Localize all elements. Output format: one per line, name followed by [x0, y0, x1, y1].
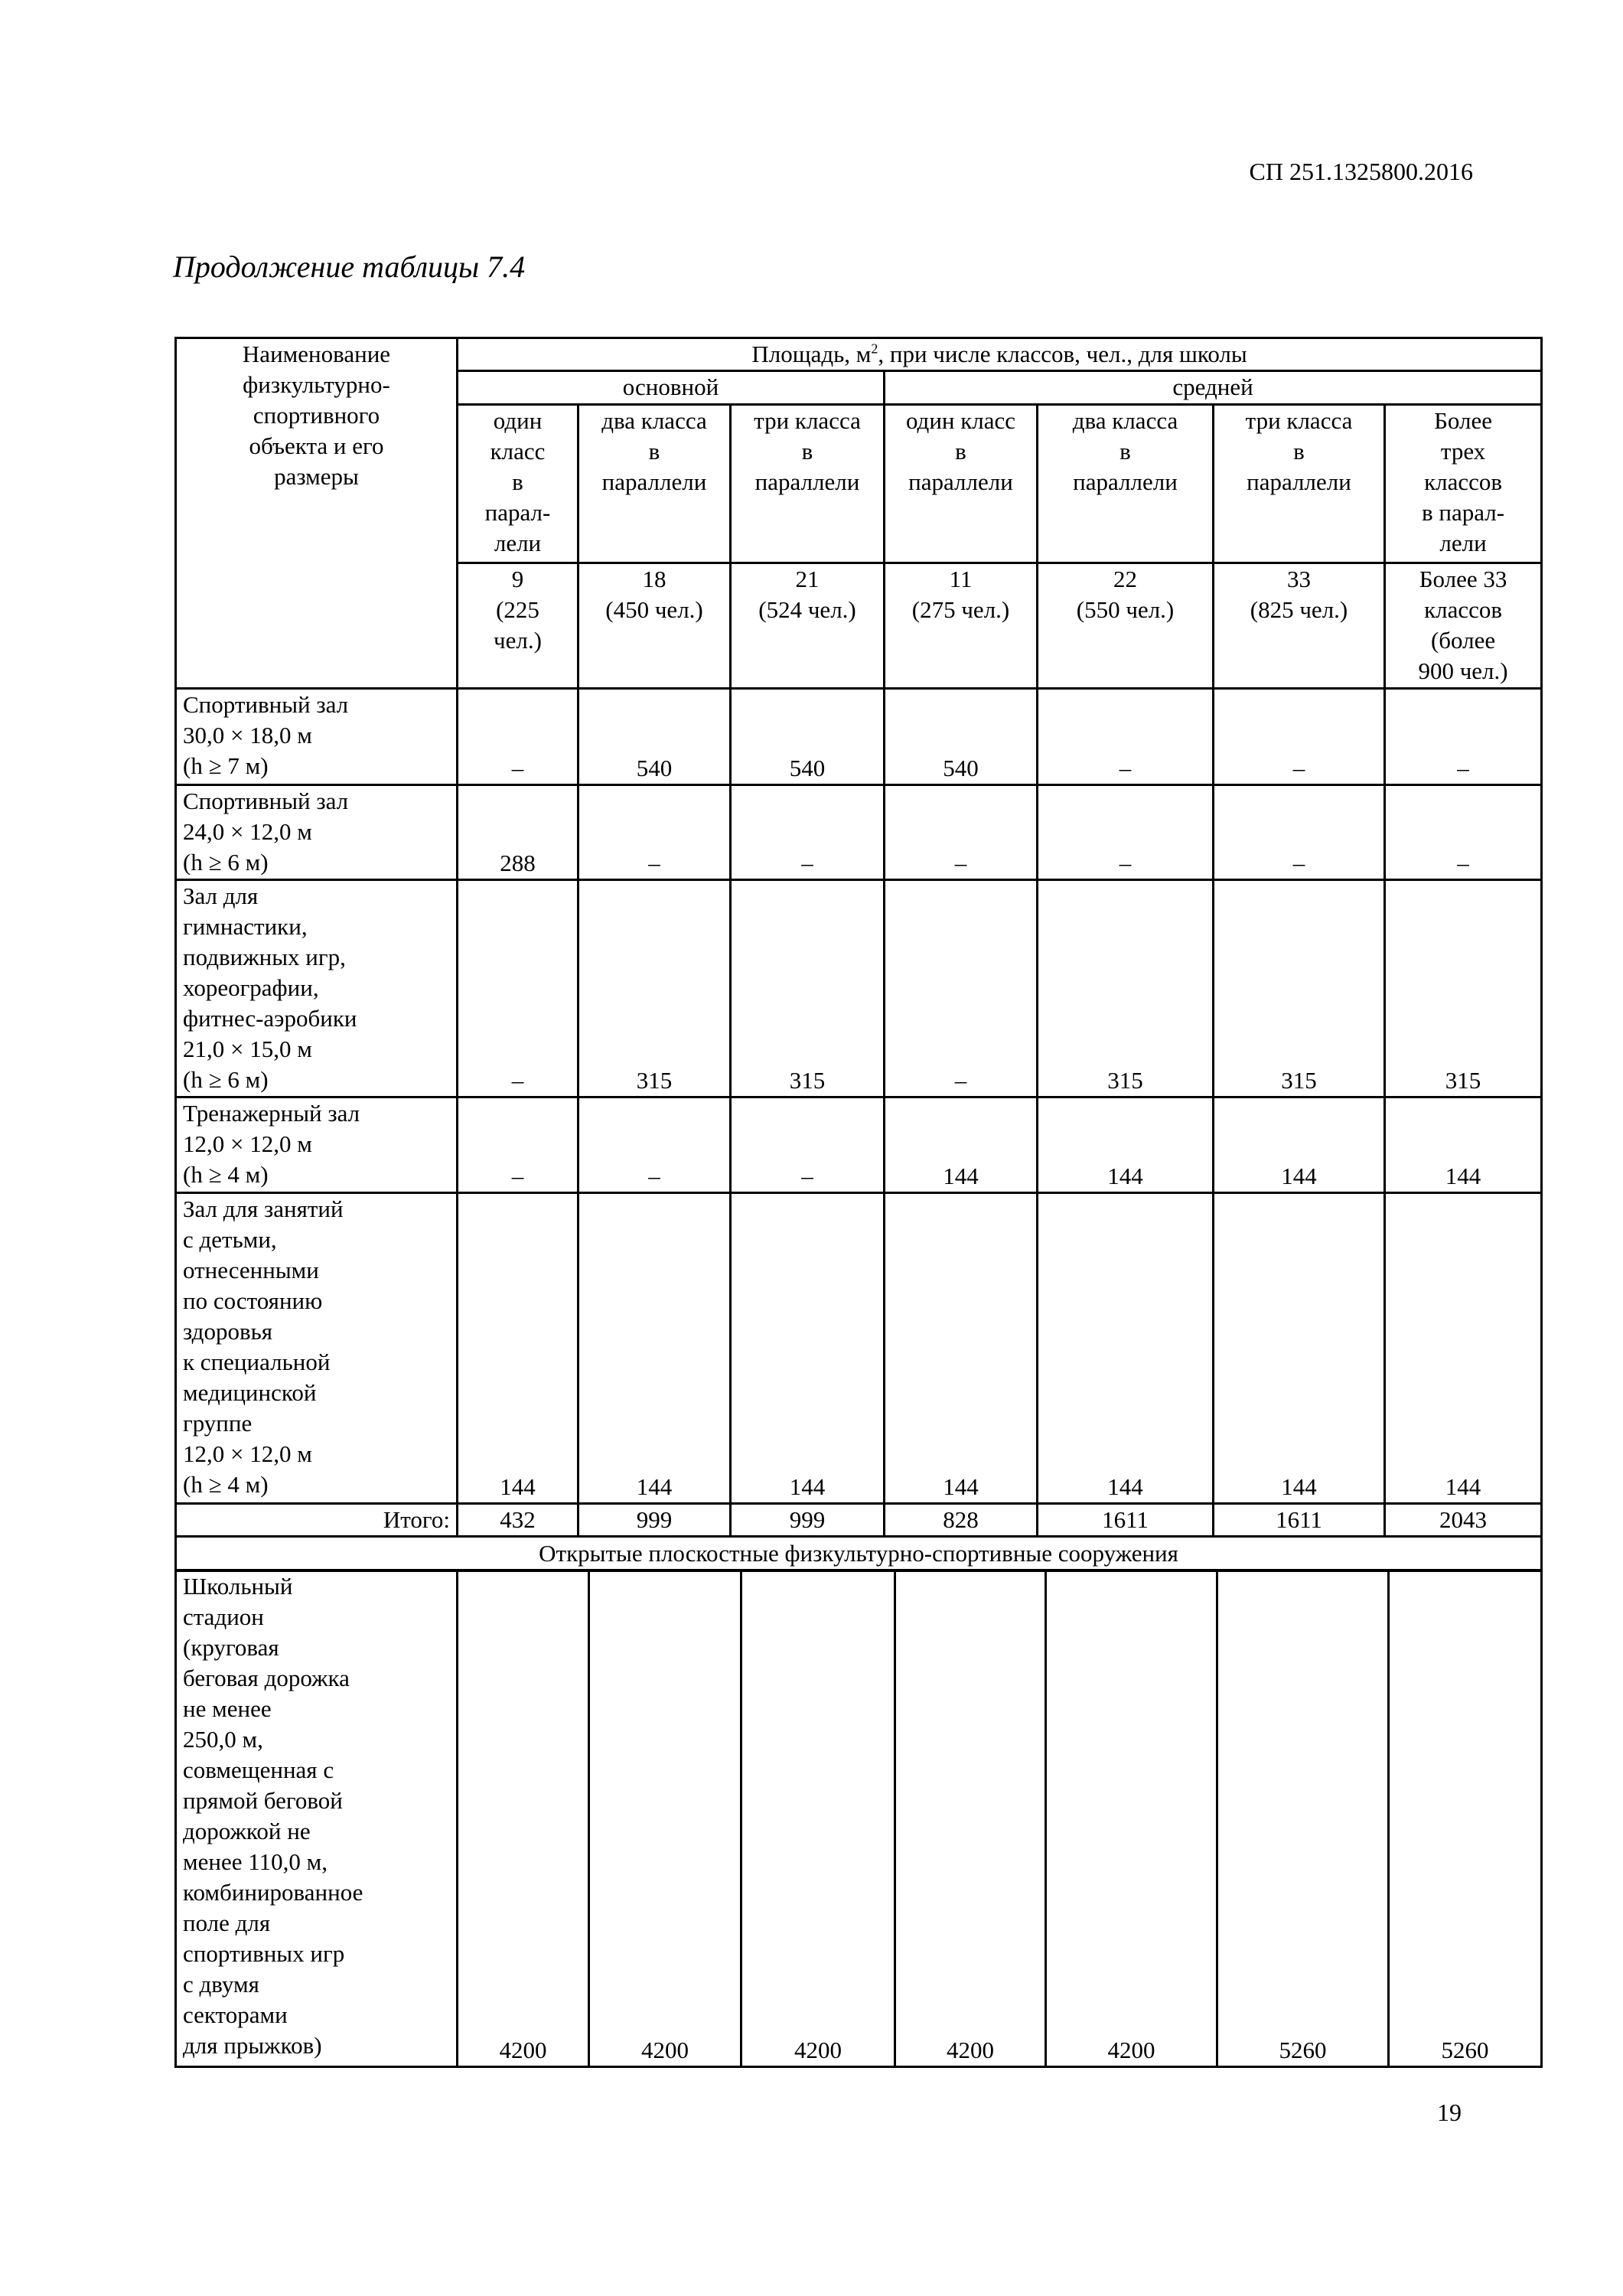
row-value: 540 [578, 689, 731, 785]
row-value: – [458, 880, 578, 1097]
table-row [176, 1097, 1542, 1193]
row-value: 315 [1214, 880, 1385, 1097]
table-row [176, 1193, 1542, 1504]
stadium-value: 4200 [458, 1570, 589, 2067]
row-name: Зал для занятий с детьми, отнесенными по состоянию здоровья к специальной медицинской группе 12,0 × 12,0 м (h ≥ 4 м) [176, 1193, 458, 1504]
row-value: – [1038, 689, 1214, 785]
row-value: 315 [731, 880, 885, 1097]
area-table [174, 337, 1543, 1572]
stadium-value: 4200 [895, 1570, 1046, 2067]
header-name-column: Наименование физкультурно- спортивного объекта и его размеры [176, 338, 458, 689]
header-col-label: Более трех классов в парал- лели [1385, 405, 1542, 563]
row-value: 144 [1214, 1193, 1385, 1504]
table-row [176, 880, 1542, 1097]
total-value: 432 [458, 1504, 578, 1537]
row-value: – [731, 785, 885, 880]
total-value: 2043 [1385, 1504, 1542, 1537]
row-name: Спортивный зал 30,0 × 18,0 м (h ≥ 7 м) [176, 689, 458, 785]
header-col-label: один класс в парал- лели [458, 405, 578, 563]
header-col-count: 22 (550 чел.) [1038, 563, 1214, 689]
total-value: 828 [885, 1504, 1038, 1537]
page-number: 19 [1437, 2099, 1462, 2126]
row-value: – [1038, 785, 1214, 880]
total-label: Итого: [176, 1504, 458, 1537]
row-value: 144 [1385, 1097, 1542, 1193]
row-value: 315 [1385, 880, 1542, 1097]
row-value: 540 [885, 689, 1038, 785]
row-value: 144 [731, 1193, 885, 1504]
row-value: 144 [885, 1097, 1038, 1193]
row-value: – [885, 785, 1038, 880]
table-row [176, 689, 1542, 785]
header-group-basic: основной [458, 371, 885, 405]
header-col-count: 21 (524 чел.) [731, 563, 885, 689]
row-value: 144 [458, 1193, 578, 1504]
header-col-count: 18 (450 чел.) [578, 563, 731, 689]
row-name: Спортивный зал 24,0 × 12,0 м (h ≥ 6 м) [176, 785, 458, 880]
stadium-table [174, 1569, 1543, 2068]
row-value: – [1385, 689, 1542, 785]
header-area-title: Площадь, $м^2$, при числе классов, чел., для школы [458, 338, 1542, 371]
document-code: СП 251.1325800.2016 [1249, 158, 1473, 185]
table-caption: Продолжение таблицы 7.4 [173, 249, 526, 284]
row-value: – [458, 689, 578, 785]
stadium-name: Школьный стадион (круговая беговая дорожка не менее 250,0 м, совмещенная с прямой беговой дорожкой не менее 110,0 м, комбинированное поле для спортивных игр с двумя секторами для прыжков) [176, 1570, 458, 2067]
row-name: Тренажерный зал 12,0 × 12,0 м (h ≥ 4 м) [176, 1097, 458, 1193]
row-value: 315 [1038, 880, 1214, 1097]
row-value: – [885, 880, 1038, 1097]
header-col-label: два класса в параллели [578, 405, 731, 563]
table-row [176, 1570, 1542, 2067]
stadium-value: 4200 [589, 1570, 741, 2067]
header-col-count: Более 33 классов (более 900 чел.) [1385, 563, 1542, 689]
header-col-label: три класса в параллели [1214, 405, 1385, 563]
row-value: – [1214, 785, 1385, 880]
stadium-value: 5260 [1389, 1570, 1542, 2067]
row-value: 144 [578, 1193, 731, 1504]
header-col-label: три класса в параллели [731, 405, 885, 563]
row-value: – [1214, 689, 1385, 785]
header-col-label: один класс в параллели [885, 405, 1038, 563]
header-col-count: 11 (275 чел.) [885, 563, 1038, 689]
row-value: 288 [458, 785, 578, 880]
header-group-secondary: средней [885, 371, 1542, 405]
row-value: 144 [1038, 1097, 1214, 1193]
row-value: – [578, 1097, 731, 1193]
stadium-value: 5260 [1217, 1570, 1389, 2067]
row-name: Зал для гимнастики, подвижных игр, хореографии, фитнес-аэробики 21,0 × 15,0 м (h ≥ 6 м) [176, 880, 458, 1097]
section-outdoor-heading: Открытые плоскостные физкультурно-спортивные сооружения [176, 1537, 1542, 1571]
row-value: 144 [885, 1193, 1038, 1504]
row-value: – [731, 1097, 885, 1193]
total-value: 1611 [1038, 1504, 1214, 1537]
row-value: – [578, 785, 731, 880]
row-value: 540 [731, 689, 885, 785]
stadium-value: 4200 [1046, 1570, 1217, 2067]
row-value: 315 [578, 880, 731, 1097]
stadium-value: 4200 [741, 1570, 895, 2067]
total-value: 999 [578, 1504, 731, 1537]
row-value: – [1385, 785, 1542, 880]
table-row [176, 785, 1542, 880]
header-col-count: 9 (225 чел.) [458, 563, 578, 689]
row-value: – [458, 1097, 578, 1193]
total-value: 1611 [1214, 1504, 1385, 1537]
total-value: 999 [731, 1504, 885, 1537]
total-row [176, 1504, 1542, 1537]
header-col-label: два класса в параллели [1038, 405, 1214, 563]
header-col-count: 33 (825 чел.) [1214, 563, 1385, 689]
row-value: 144 [1038, 1193, 1214, 1504]
row-value: 144 [1385, 1193, 1542, 1504]
row-value: 144 [1214, 1097, 1385, 1193]
